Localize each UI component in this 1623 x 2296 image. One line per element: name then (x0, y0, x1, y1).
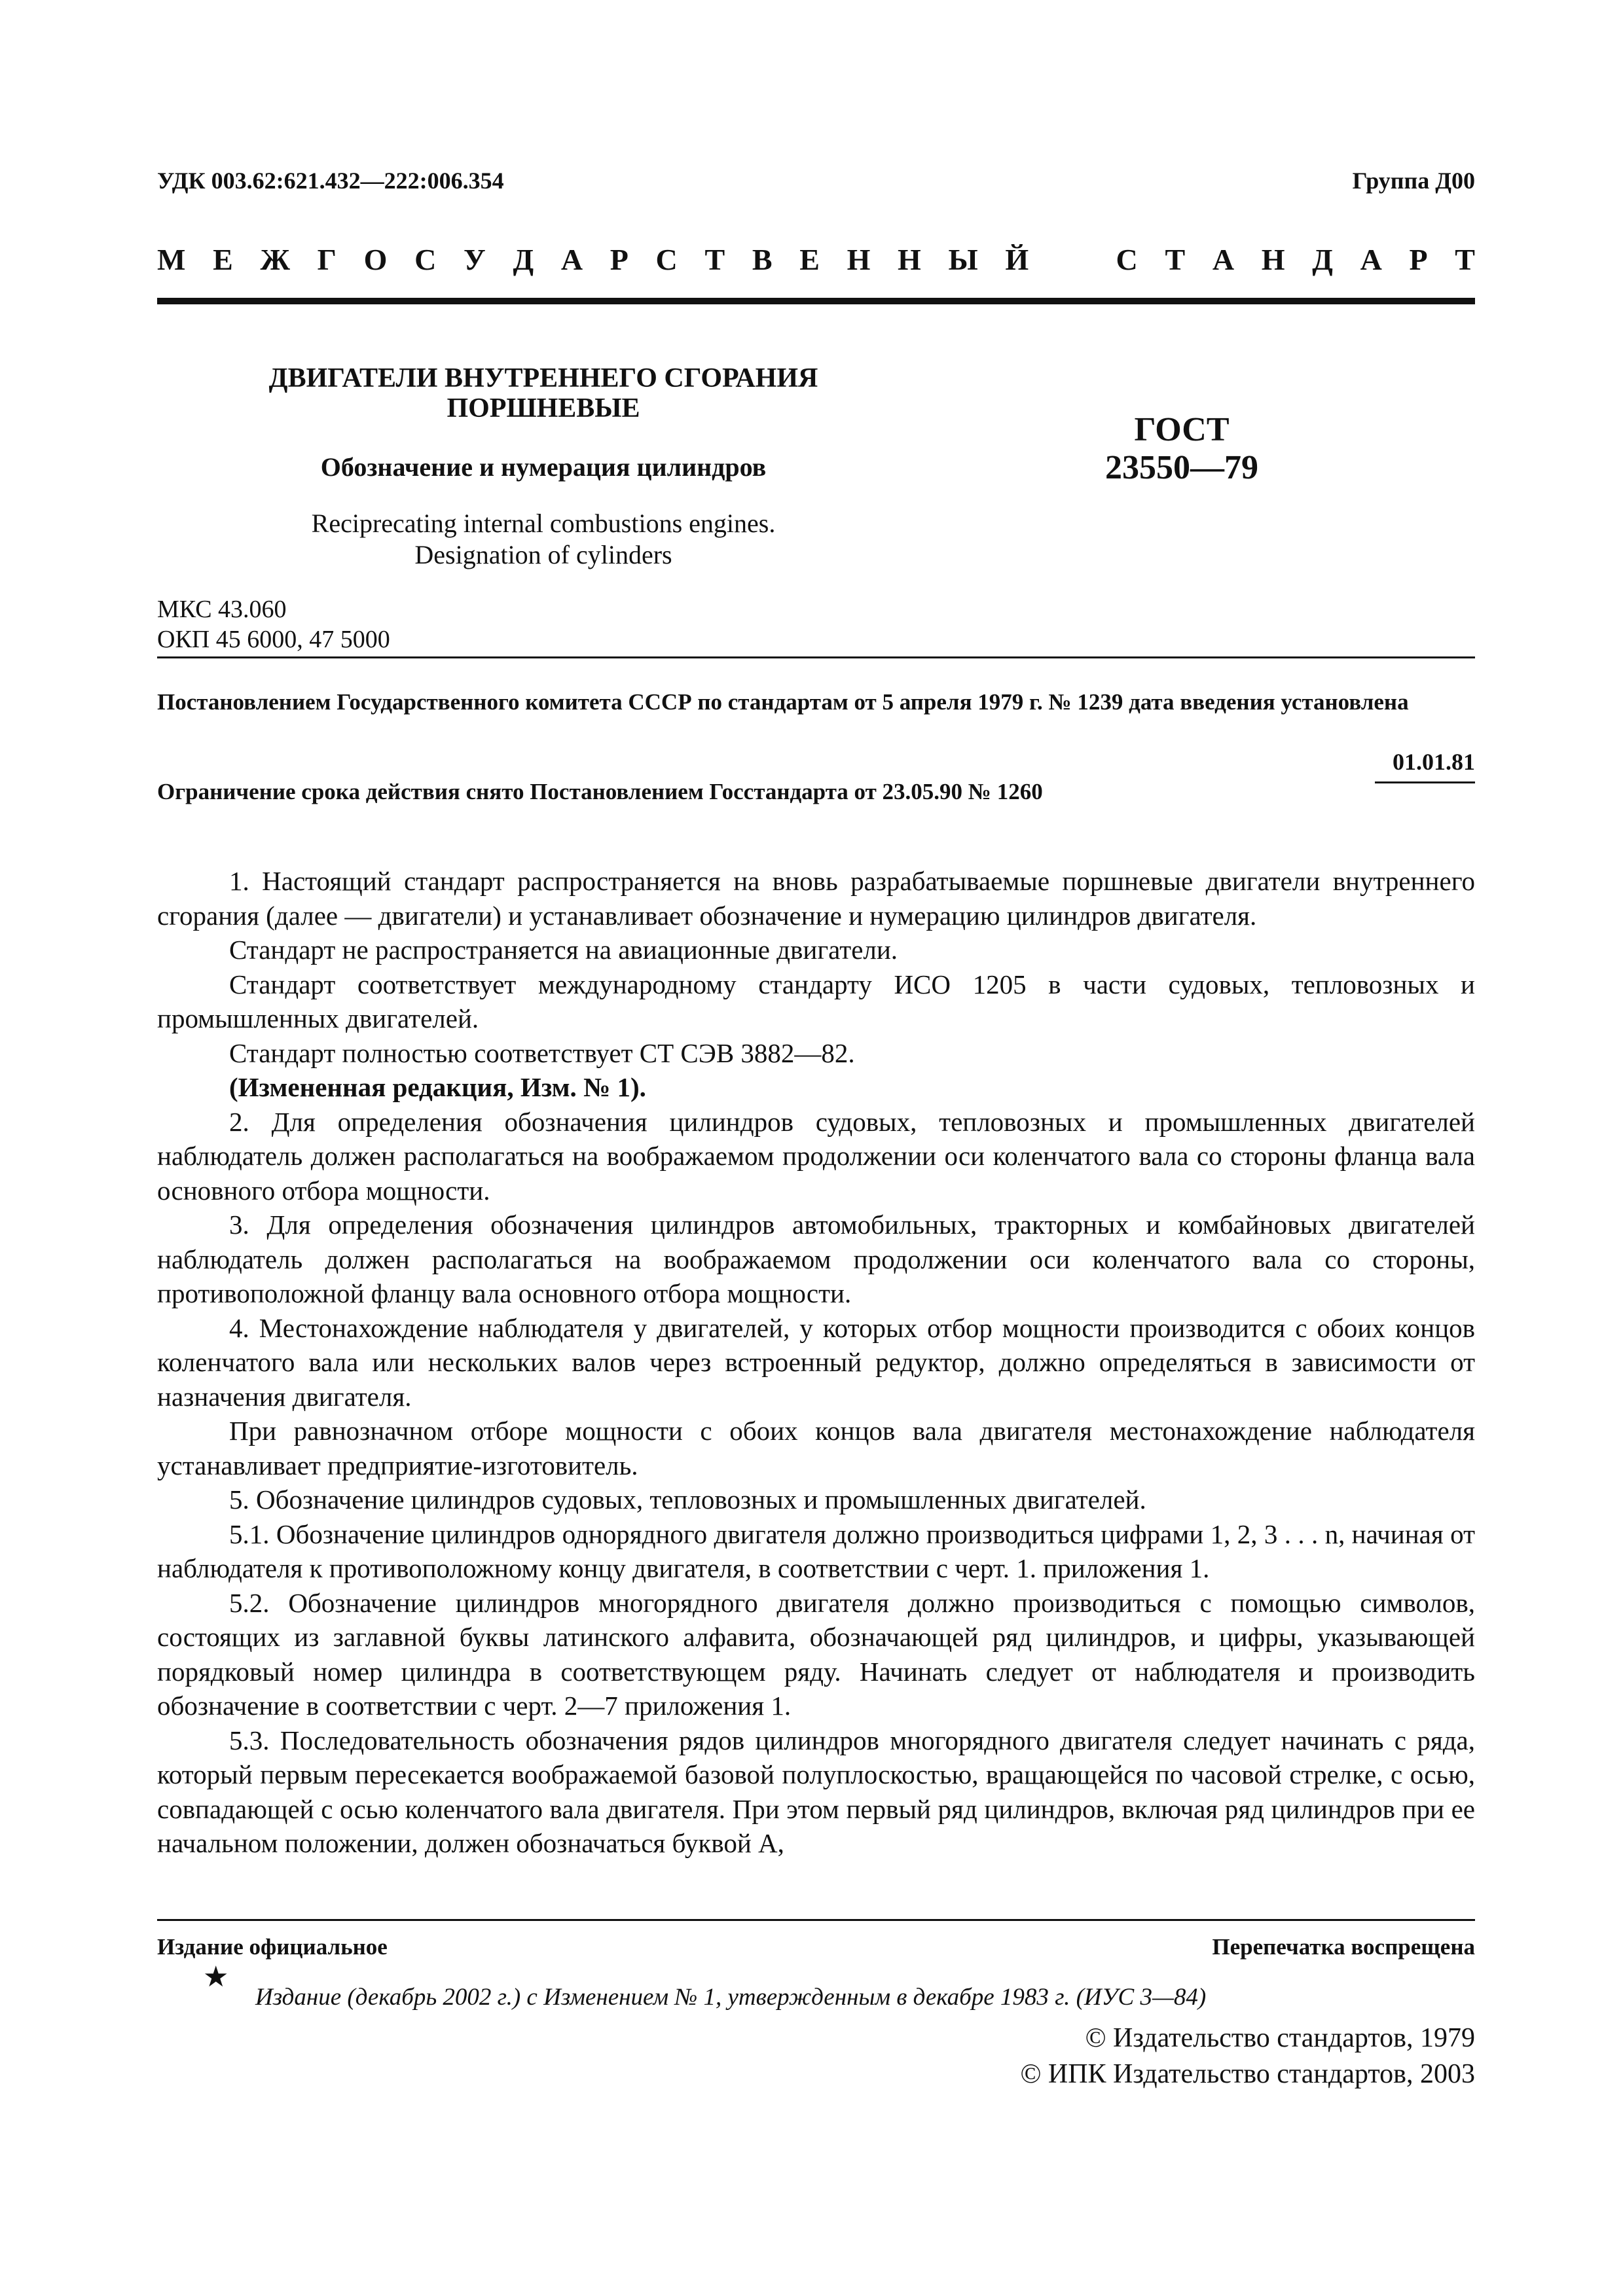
banner-letter: А (1360, 243, 1382, 276)
banner-letter: Д (1312, 243, 1333, 276)
banner-letter: Г (317, 243, 337, 276)
header-thick-divider (157, 298, 1475, 304)
reprint-prohibited-label: Перепечатка воспрещена (1212, 1934, 1475, 1960)
gost-number: 23550—79 (1105, 449, 1258, 486)
banner-letter: Н (898, 243, 921, 276)
banner-letter: Т (1165, 243, 1186, 276)
restriction-statement: Ограничение срока действия снято Постановлением Госстандарта от 23.05.90 № 1260 (157, 779, 1043, 804)
mks-code: МКС 43.060 (157, 596, 287, 623)
classifier-codes (157, 594, 390, 655)
banner-letter: Т (1455, 243, 1475, 276)
body-paragraph: 1. Настоящий стандарт распространяется на вновь разрабатываемые поршневые двигатели внутреннего сгорания (далее — двигатели) и устанавливает обозначение и нумерацию цилиндров двигателя. (157, 866, 1475, 931)
banner-letter: Ы (948, 243, 978, 276)
body-paragraph: При равнозначном отборе мощности с обоих концов вала двигателя местонахождение наблюдателя устанавливает предприятие-изготовитель. (157, 1416, 1475, 1480)
group-code: Группа Д00 (1352, 168, 1475, 194)
banner-letter: Н (847, 243, 871, 276)
edition-note: Издание (декабрь 2002 г.) с Изменением № 1, утвержденным в декабре 1983 г. (ИУС 3—84) (255, 1984, 1207, 2011)
body-paragraph: Стандарт полностью соответствует СТ СЭВ 3882—82. (229, 1037, 855, 1068)
banner-letter: С (414, 243, 437, 276)
english-title-line: Designation of cylinders (414, 540, 672, 569)
banner-word-gap (1056, 242, 1089, 277)
body-paragraph: 5.2. Обозначение цилиндров многорядного двигателя должно производиться с помощью символов, состоящих из заглавной буквы латинского алфавита, обозначающей ряд цилиндров, и цифры, указывающей порядковый номер цилиндра в соответствующем ряду. Начинать следует от наблюдателя и производить обозначение в соответствии с черт. 2—7 приложения 1. (157, 1587, 1475, 1721)
banner-letter: У (464, 243, 486, 276)
document-subtitle: Обозначение и нумерация цилиндров (320, 452, 767, 482)
gost-designation (1074, 411, 1290, 487)
banner-letter: М (157, 243, 186, 276)
banner-letter: С (1116, 243, 1138, 276)
interstate-standard-banner (157, 242, 1475, 277)
document-body (157, 864, 1475, 1861)
document-title (216, 363, 871, 423)
body-paragraph: 2. Для определения обозначения цилиндров судовых, тепловозных и промышленных двигателей наблюдатель должен располагаться на воображаемом продолжении оси коленчатого вала со стороны фланца вала основного отбора мощности. (157, 1106, 1475, 1206)
title-line: ДВИГАТЕЛИ ВНУТРЕННЕГО СГОРАНИЯ (268, 363, 818, 393)
amendment-note: (Измененная редакция, Изм. № 1). (229, 1072, 646, 1102)
banner-letter: Е (213, 243, 233, 276)
body-paragraph: 5.3. Последовательность обозначения рядов цилиндров многорядного двигателя следует начинать с ряда, который первым пересекается воображаемой базовой полуплоскостью, вращающейся по часовой стрелке, с осью, совпадающей с осью коленчатого вала двигателя. При этом первый ряд цилиндров, включая ряд цилиндров при ее начальном положении, должен обозначаться буквой А, (157, 1725, 1475, 1858)
body-paragraph: Стандарт соответствует международному стандарту ИСО 1205 в части судовых, тепловозных и промышленных двигателей. (157, 969, 1475, 1033)
star-icon: ★ (203, 1961, 229, 1993)
udk-code: УДК 003.62:621.432—222:006.354 (157, 168, 504, 194)
banner-letter: Е (799, 243, 820, 276)
copyright-line: © Издательство стандартов, 1979 (1085, 2023, 1475, 2053)
introduction-date: 01.01.81 (1393, 749, 1475, 775)
banner-letter: А (560, 243, 583, 276)
banner-letter: Ж (260, 243, 290, 276)
footer-divider (157, 1919, 1475, 1921)
gost-label: ГОСТ (1134, 411, 1230, 448)
banner-letter: О (363, 243, 388, 276)
body-paragraph: Стандарт не распространяется на авиационные двигатели. (229, 935, 898, 965)
official-edition-label: Издание официальное (157, 1934, 388, 1960)
classifier-divider (157, 656, 1475, 658)
okp-code: ОКП 45 6000, 47 5000 (157, 626, 390, 653)
body-paragraph: 5. Обозначение цилиндров судовых, тепловозных и промышленных двигателей. (229, 1484, 1146, 1515)
body-paragraph: 3. Для определения обозначения цилиндров автомобильных, тракторных и комбайновых двигателей наблюдатель должен располагаться на воображаемом продолжении оси коленчатого вала со стороны, противоположной фланцу вала основного отбора мощности. (157, 1210, 1475, 1308)
copyright-line: © ИПК Издательство стандартов, 2003 (1020, 2059, 1475, 2089)
banner-letter: В (752, 243, 773, 276)
banner-letter: Н (1261, 243, 1285, 276)
english-title (216, 508, 871, 571)
date-underline (1375, 781, 1475, 783)
banner-letter: Р (610, 243, 629, 276)
banner-letter: А (1212, 243, 1235, 276)
body-paragraph: 4. Местонахождение наблюдателя у двигателей, у которых отбор мощности производится с обоих концов коленчатого вала или нескольких валов через встроенный редуктор, должно определяться в зависимости от назначения двигателя. (157, 1312, 1475, 1412)
title-line: ПОРШНЕВЫЕ (447, 393, 640, 423)
banner-letter: Й (1005, 243, 1029, 276)
banner-letter: Р (1409, 243, 1428, 276)
banner-letter: Д (513, 243, 534, 276)
decree-statement: Постановлением Государственного комитета СССР по стандартам от 5 апреля 1979 г. № 1239 дата введения установлена (157, 689, 1409, 715)
english-title-line: Reciprecating internal combustions engines. (311, 509, 776, 538)
banner-letter: С (655, 243, 678, 276)
body-paragraph: 5.1. Обозначение цилиндров однорядного двигателя должно производиться цифрами 1, 2, 3 . . . n, начиная от наблюдателя к противоположному концу двигателя, в соответствии с черт. 1. приложения 1. (157, 1518, 1475, 1583)
banner-letter: Т (704, 243, 725, 276)
